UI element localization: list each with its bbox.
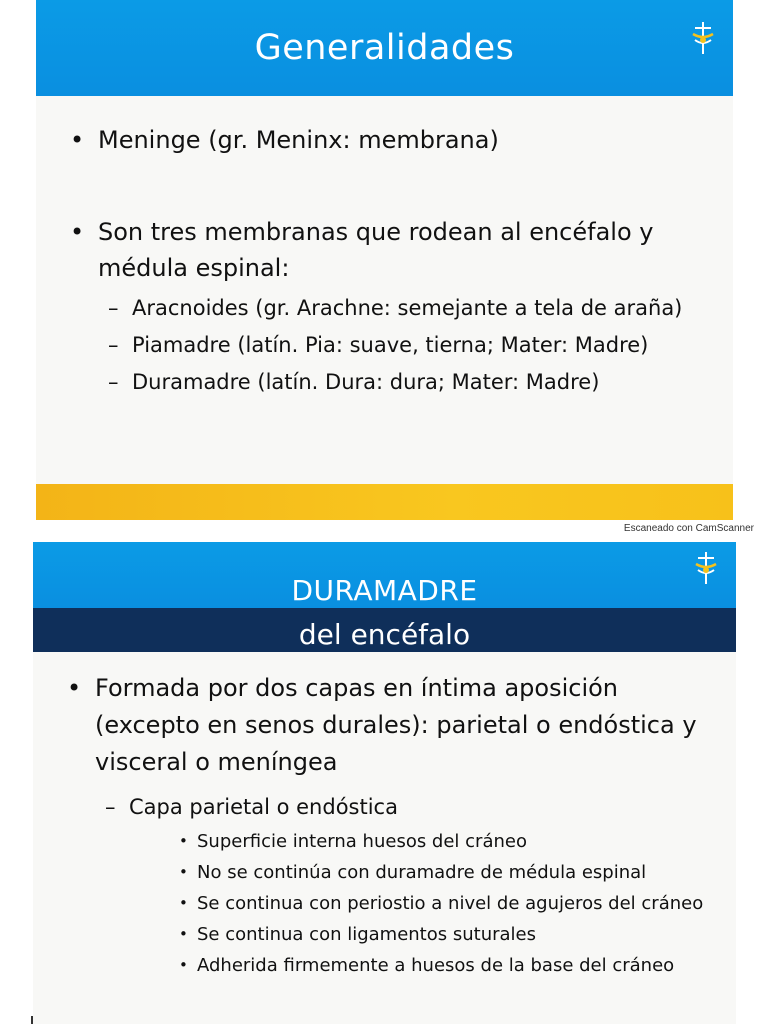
slide-content — [70, 122, 709, 399]
list-item: • Adherida firmemente a huesos de la base del cráneo — [67, 950, 712, 981]
title-bar — [36, 0, 733, 96]
sub-bullet-item: – Duramadre (latín. Dura: dura; Mater: Madre) — [70, 366, 709, 399]
bullet-item: • Meninge (gr. Meninx: membrana) — [70, 122, 709, 158]
list-item: • Se continua con ligamentos suturales — [67, 919, 712, 950]
slide-title: DURAMADRE — [291, 574, 478, 607]
sub-bullet-item: – Aracnoides (gr. Arachne: semejante a tela de araña) — [70, 292, 709, 325]
list-item: • No se continúa con duramadre de médula espinal — [67, 857, 712, 888]
list-item: • Se continua con periostio a nivel de agujeros del cráneo — [67, 888, 712, 919]
slide-subtitle: del encéfalo — [33, 608, 736, 652]
slide-title: Generalidades — [254, 28, 515, 68]
bullet-item: • Formada por dos capas en íntima aposición (excepto en senos durales): parietal o endóstica y visceral o meníngea — [67, 670, 712, 781]
slide-duramadre — [33, 542, 736, 1024]
bullet-item: • Son tres membranas que rodean al encéfalo y médula espinal: — [70, 214, 709, 286]
page-edge-mark — [31, 1016, 33, 1024]
title-bar — [33, 542, 736, 608]
slide-generalidades — [36, 0, 733, 520]
list-item: • Superficie interna huesos del cráneo — [67, 826, 712, 857]
scanner-watermark: Escaneado con CamScanner — [623, 523, 754, 534]
accent-band — [36, 484, 733, 520]
sub-bullet-item: – Piamadre (latín. Pia: suave, tierna; Mater: Madre) — [70, 329, 709, 362]
slide-content — [67, 670, 712, 981]
caduceus-logo-icon — [685, 20, 721, 56]
sub-bullet-item: – Capa parietal o endóstica — [67, 791, 712, 824]
caduceus-logo-icon — [688, 550, 724, 586]
